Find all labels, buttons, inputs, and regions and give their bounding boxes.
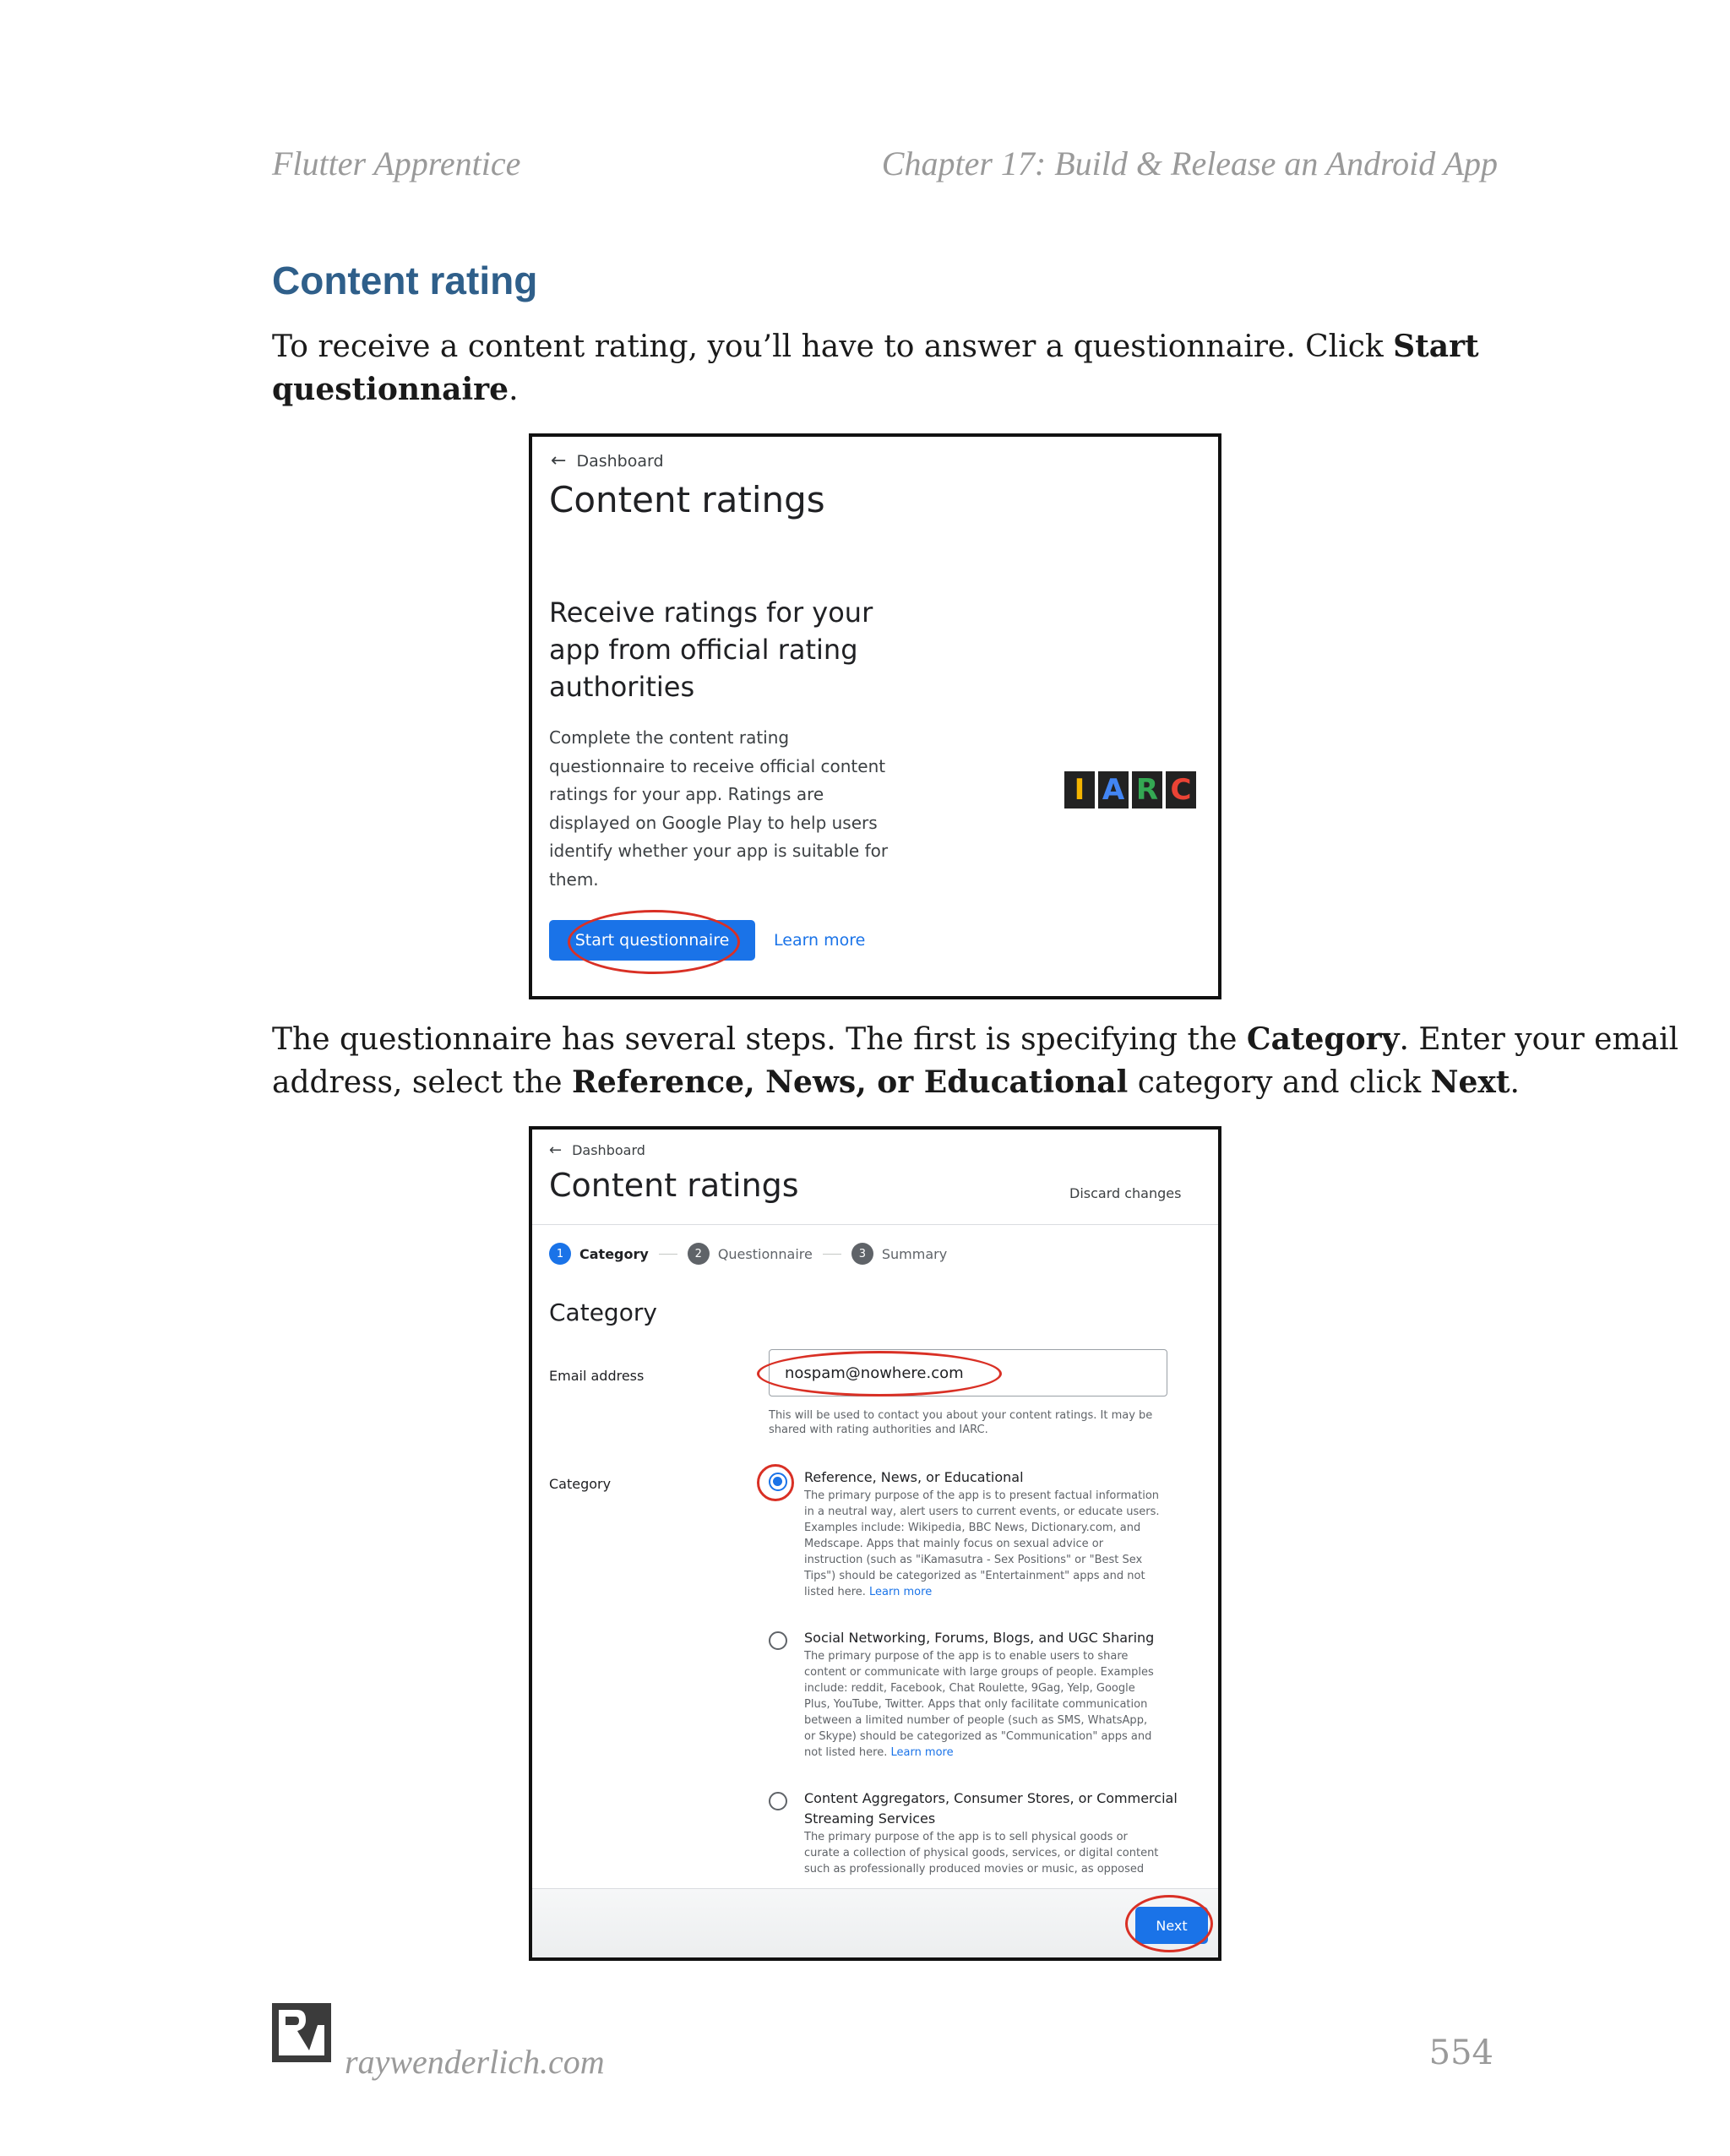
step-number: 2 [688,1243,710,1265]
desc-line: such as professionally produced movies or music, as opposed [804,1863,1145,1876]
desc-line: The primary purpose of the app is to sell physical goods or [804,1831,1128,1843]
email-label: Email address [549,1368,645,1384]
step-summary[interactable] [851,1243,947,1265]
highlight-oval [757,1351,1002,1396]
card-body-line: questionnaire to receive official content [549,755,886,776]
iarc-letter-c: C [1166,771,1196,808]
back-link[interactable] [551,450,664,471]
email-hint [769,1408,1152,1437]
step-number: 3 [851,1243,873,1265]
desc-line: include: reddit, Facebook, Chat Roulette, 9Gag, Yelp, Google [804,1682,1135,1695]
screenshot-category-step [529,1126,1221,1961]
option-description [804,1488,1193,1600]
para2-text: category and click [1128,1065,1431,1100]
screenshot-content-ratings-intro [529,433,1221,999]
desc-line: in a neutral way, alert users to current events, or educate users. [804,1505,1160,1518]
desc-line: instruction (such as "iKamasutra - Sex Positions" or "Best Sex [804,1554,1143,1566]
option-title: Content Aggregators, Consumer Stores, or Commercial [804,1790,1178,1806]
highlight-oval [568,910,740,974]
card-heading-line: app from official rating [549,634,858,666]
iarc-letter-a: A [1098,771,1129,808]
iarc-letter-i: I [1064,771,1095,808]
card-body-line: identify whether your app is suitable for [549,841,889,861]
option-description [804,1829,1193,1877]
learn-more-link[interactable]: Learn more [774,931,866,950]
iarc-logo [1064,771,1196,808]
category-label: Category [549,1476,612,1492]
step-questionnaire[interactable] [688,1243,813,1265]
back-label: Dashboard [576,451,664,471]
desc-line: between a limited number of people (such as SMS, WhatsApp, [804,1714,1148,1727]
learn-more-link[interactable]: Learn more [890,1746,954,1759]
desc-line: Tips") should be categorized as "Entertainment" apps and not [804,1570,1145,1582]
radio-unselected[interactable] [769,1792,787,1810]
header-divider [532,1224,1218,1225]
radio-unselected[interactable] [769,1631,787,1650]
card-body-line: ratings for your app. Ratings are [549,784,824,804]
iarc-letter-r: R [1132,771,1162,808]
learn-more-link[interactable]: Learn more [869,1586,933,1598]
card-heading [549,594,873,705]
desc-line: The primary purpose of the app is to enable users to share [804,1650,1129,1663]
footer-site: raywenderlich.com [345,2043,605,2081]
option-title: Streaming Services [804,1810,936,1827]
desc-line: curate a collection of physical goods, services, or digital content [804,1847,1159,1859]
desc-line: content or communicate with large groups of people. Examples [804,1666,1154,1679]
option-title: Social Networking, Forums, Blogs, and UGC Sharing [804,1630,1155,1646]
back-arrow-icon: ← [551,450,567,471]
back-arrow-icon: ← [549,1141,563,1159]
chapter-title: Chapter 17: Build & Release an Android App [881,144,1498,182]
hint-line: This will be used to contact you about your content ratings. It may be [769,1409,1153,1422]
step-connector [823,1254,841,1255]
para1-text: To receive a content rating, you’ll have to answer a questionnaire. Click [272,329,1394,364]
desc-line: or Skype) should be categorized as "Communication" apps and [804,1730,1152,1743]
section-title: Category [549,1298,657,1326]
highlight-oval [1125,1895,1213,1952]
stepper [549,1243,947,1265]
back-link[interactable] [549,1141,645,1159]
discard-changes-button[interactable]: Discard changes [1069,1185,1182,1201]
para2-text: The questionnaire has several steps. The first is specifying the [272,1022,1247,1057]
desc-line: Medscape. Apps that mainly focus on sexual advice or [804,1538,1104,1550]
step-category[interactable] [549,1243,649,1265]
rw-logo-icon [272,2003,331,2062]
back-label: Dashboard [572,1142,645,1158]
card-heading-line: Receive ratings for your [549,596,873,629]
para2-text: . Enter your email address, select the [272,1022,1679,1100]
page-title: Content ratings [549,479,825,520]
para1-period: . [509,373,519,407]
para2-bold-reference: Reference, News, or Educational [571,1064,1129,1100]
step-label: Summary [881,1245,948,1262]
option-description [804,1648,1193,1761]
option-title: Reference, News, or Educational [804,1469,1024,1485]
start-questionnaire-button[interactable]: Start questionnaire [549,920,755,961]
desc-line: Plus, YouTube, Twitter. Apps that only facilitate communication [804,1698,1148,1711]
desc-line: listed here. [804,1586,866,1598]
card-body-line: them. [549,868,599,890]
page-number: 554 [1428,2034,1493,2072]
email-field[interactable]: nospam@nowhere.com [769,1349,1167,1396]
desc-line: not listed here. [804,1746,888,1759]
hint-line: shared with rating authorities and IARC. [769,1424,988,1436]
card-body-line: displayed on Google Play to help users [549,812,878,833]
step-label: Questionnaire [717,1245,813,1262]
paragraph-start-questionnaire [272,325,1725,411]
desc-line: The primary purpose of the app is to present factual information [804,1489,1160,1502]
para2-period: . [1510,1065,1520,1100]
highlight-oval [757,1464,794,1501]
raywenderlich-logo [272,2003,331,2066]
next-button[interactable]: Next [1135,1907,1208,1944]
section-heading: Content rating [272,259,538,302]
step-number: 1 [549,1243,571,1265]
card-body [549,724,888,894]
para2-bold-next: Next [1430,1064,1510,1100]
action-bar [532,1888,1218,1958]
card-body-line: Complete the content rating [549,727,790,748]
para1-bold-start-questionnaire: Start questionnaire [272,329,1479,407]
step-label: Category [579,1245,649,1262]
desc-line: Examples include: Wikipedia, BBC News, Dictionary.com, and [804,1522,1141,1534]
book-title: Flutter Apprentice [272,144,521,182]
step-connector [659,1254,677,1255]
paragraph-category-step [272,1018,1725,1104]
card-heading-line: authorities [549,671,695,703]
para2-bold-category: Category [1246,1021,1400,1057]
page-title: Content ratings [549,1167,799,1204]
